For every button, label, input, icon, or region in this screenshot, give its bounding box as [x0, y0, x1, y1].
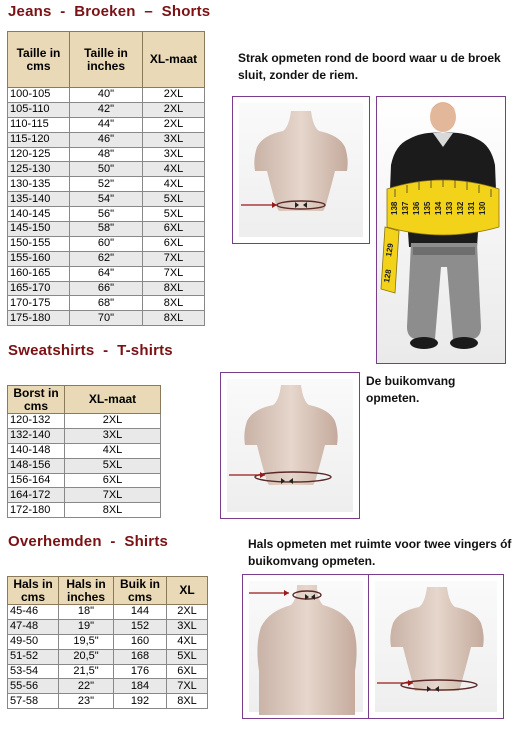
column-header: Taille in inches [70, 32, 143, 88]
torso-belly-icon [369, 575, 503, 718]
table-cell: 18" [59, 605, 114, 620]
table-cell: 7XL [143, 266, 205, 281]
tape-number: 135 [423, 201, 432, 215]
table-row [8, 162, 205, 177]
table-cell: 100-105 [8, 88, 70, 103]
column-header: Hals in cms [8, 577, 59, 605]
table-cell: 47-48 [8, 619, 59, 634]
jeans-description: Strak opmeten rond de boord waar u de broek sluit, zonder de riem. [238, 51, 501, 82]
man-measuring-icon [377, 97, 505, 363]
column-header: Hals in inches [59, 577, 114, 605]
table-cell: 51-52 [8, 649, 59, 664]
table-cell: 3XL [65, 428, 161, 443]
table-cell: 168 [114, 649, 167, 664]
table-cell: 155-160 [8, 251, 70, 266]
table-row [8, 649, 208, 664]
belly-measurement-illustration [220, 372, 360, 519]
jeans-size-table [7, 31, 205, 326]
table-cell: 20,5" [59, 649, 114, 664]
overhemden-heading: Overhemden - Shirts [8, 533, 169, 550]
table-cell: 8XL [143, 296, 205, 311]
table-cell: 152 [114, 619, 167, 634]
table-cell: 140-145 [8, 207, 70, 222]
table-cell: 115-120 [8, 132, 70, 147]
table-row [8, 488, 161, 503]
table-row [8, 311, 205, 326]
table-cell: 55-56 [8, 679, 59, 694]
table-cell: 5XL [143, 207, 205, 222]
tape-number: 138 [390, 201, 399, 215]
table-cell: 8XL [143, 281, 205, 296]
table-row [8, 428, 161, 443]
tape-number: 128 [382, 268, 394, 284]
table-cell: 6XL [65, 473, 161, 488]
table-cell: 48" [70, 147, 143, 162]
waist-measurement-illustration [232, 96, 370, 244]
table-row [8, 619, 208, 634]
table-cell: 4XL [167, 634, 208, 649]
table-cell: 105-110 [8, 102, 70, 117]
table-cell: 57-58 [8, 694, 59, 709]
table-cell: 120-125 [8, 147, 70, 162]
table-row [8, 222, 205, 237]
table-cell: 2XL [143, 88, 205, 103]
table-cell: 52" [70, 177, 143, 192]
table-cell: 64" [70, 266, 143, 281]
table-cell: 8XL [143, 311, 205, 326]
table-row [8, 443, 161, 458]
table-row [8, 281, 205, 296]
table-row [8, 251, 205, 266]
sweatshirts-heading: Sweatshirts - T-shirts [8, 342, 173, 359]
tape-number: 131 [467, 201, 476, 215]
column-header: Borst in cms [8, 386, 65, 414]
table-cell: 2XL [143, 117, 205, 132]
table-cell: 5XL [65, 458, 161, 473]
table-row [8, 266, 205, 281]
column-header: Taille in cms [8, 32, 70, 88]
table-cell: 21,5" [59, 664, 114, 679]
table-row [8, 192, 205, 207]
table-cell: 46" [70, 132, 143, 147]
table-cell: 42" [70, 102, 143, 117]
table-cell: 3XL [143, 147, 205, 162]
table-cell: 53-54 [8, 664, 59, 679]
table-cell: 70" [70, 311, 143, 326]
sweatshirts-description: De buikomvang opmeten. [366, 374, 456, 405]
table-cell: 8XL [65, 503, 161, 518]
jeans-heading: Jeans - Broeken – Shorts [8, 3, 211, 20]
table-cell: 160-165 [8, 266, 70, 281]
sweatshirts-size-table [7, 385, 161, 518]
table-cell: 45-46 [8, 605, 59, 620]
table-cell: 5XL [167, 649, 208, 664]
table-cell: 132-140 [8, 428, 65, 443]
table-cell: 3XL [167, 619, 208, 634]
table-cell: 150-155 [8, 236, 70, 251]
table-row [8, 132, 205, 147]
table-cell: 110-115 [8, 117, 70, 132]
tape-number: 133 [445, 201, 454, 215]
table-cell: 135-140 [8, 192, 70, 207]
table-cell: 7XL [65, 488, 161, 503]
table-cell: 145-150 [8, 222, 70, 237]
table-cell: 160 [114, 634, 167, 649]
table-cell: 148-156 [8, 458, 65, 473]
table-cell: 156-164 [8, 473, 65, 488]
table-row [8, 147, 205, 162]
column-header: XL-maat [65, 386, 161, 414]
table-cell: 192 [114, 694, 167, 709]
table-cell: 7XL [143, 251, 205, 266]
tape-number: 137 [401, 201, 410, 215]
table-row [8, 634, 208, 649]
table-row [8, 88, 205, 103]
table-cell: 66" [70, 281, 143, 296]
table-row [8, 177, 205, 192]
table-cell: 170-175 [8, 296, 70, 311]
torso-neck-icon [243, 575, 369, 718]
table-cell: 6XL [167, 664, 208, 679]
table-cell: 3XL [143, 132, 205, 147]
table-cell: 49-50 [8, 634, 59, 649]
table-row [8, 473, 161, 488]
table-cell: 2XL [143, 102, 205, 117]
table-cell: 165-170 [8, 281, 70, 296]
table-row [8, 102, 205, 117]
table-cell: 164-172 [8, 488, 65, 503]
column-header: XL-maat [143, 32, 205, 88]
table-row [8, 664, 208, 679]
torso-waist-icon [233, 97, 369, 243]
table-cell: 172-180 [8, 503, 65, 518]
tape-number: 134 [434, 201, 443, 215]
table-cell: 2XL [65, 414, 161, 429]
column-header: Buik in cms [114, 577, 167, 605]
table-row [8, 679, 208, 694]
tape-number: 136 [412, 201, 421, 215]
torso-belly-icon [221, 373, 359, 518]
table-cell: 120-132 [8, 414, 65, 429]
table-cell: 6XL [143, 222, 205, 237]
overhemden-size-table [7, 576, 208, 709]
table-cell: 58" [70, 222, 143, 237]
table-cell: 22" [59, 679, 114, 694]
table-row [8, 296, 205, 311]
table-cell: 7XL [167, 679, 208, 694]
table-cell: 8XL [167, 694, 208, 709]
table-row [8, 503, 161, 518]
table-cell: 125-130 [8, 162, 70, 177]
neck-measurement-illustration [242, 574, 370, 719]
table-cell: 40" [70, 88, 143, 103]
table-cell: 44" [70, 117, 143, 132]
tape-number: 129 [384, 242, 396, 258]
table-row [8, 207, 205, 222]
table-cell: 130-135 [8, 177, 70, 192]
table-cell: 144 [114, 605, 167, 620]
table-cell: 6XL [143, 236, 205, 251]
table-cell: 50" [70, 162, 143, 177]
table-cell: 140-148 [8, 443, 65, 458]
column-header: XL [167, 577, 208, 605]
table-cell: 19" [59, 619, 114, 634]
table-cell: 19,5" [59, 634, 114, 649]
tape-number: 130 [478, 201, 487, 215]
table-row [8, 605, 208, 620]
overhemden-description: Hals opmeten met ruimte voor twee vingers óf buikomvang opmeten. [248, 537, 512, 568]
table-row [8, 694, 208, 709]
tape-number: 132 [456, 201, 465, 215]
table-row [8, 414, 161, 429]
man-with-tape-photo [376, 96, 506, 364]
table-cell: 2XL [167, 605, 208, 620]
table-cell: 23" [59, 694, 114, 709]
table-cell: 68" [70, 296, 143, 311]
table-row [8, 117, 205, 132]
table-cell: 56" [70, 207, 143, 222]
table-cell: 62" [70, 251, 143, 266]
table-cell: 4XL [143, 162, 205, 177]
table-cell: 4XL [143, 177, 205, 192]
table-cell: 5XL [143, 192, 205, 207]
table-cell: 60" [70, 236, 143, 251]
table-cell: 176 [114, 664, 167, 679]
table-row [8, 458, 161, 473]
table-cell: 54" [70, 192, 143, 207]
shirt-belly-measurement-illustration [368, 574, 504, 719]
table-row [8, 236, 205, 251]
table-cell: 4XL [65, 443, 161, 458]
table-cell: 184 [114, 679, 167, 694]
table-cell: 175-180 [8, 311, 70, 326]
